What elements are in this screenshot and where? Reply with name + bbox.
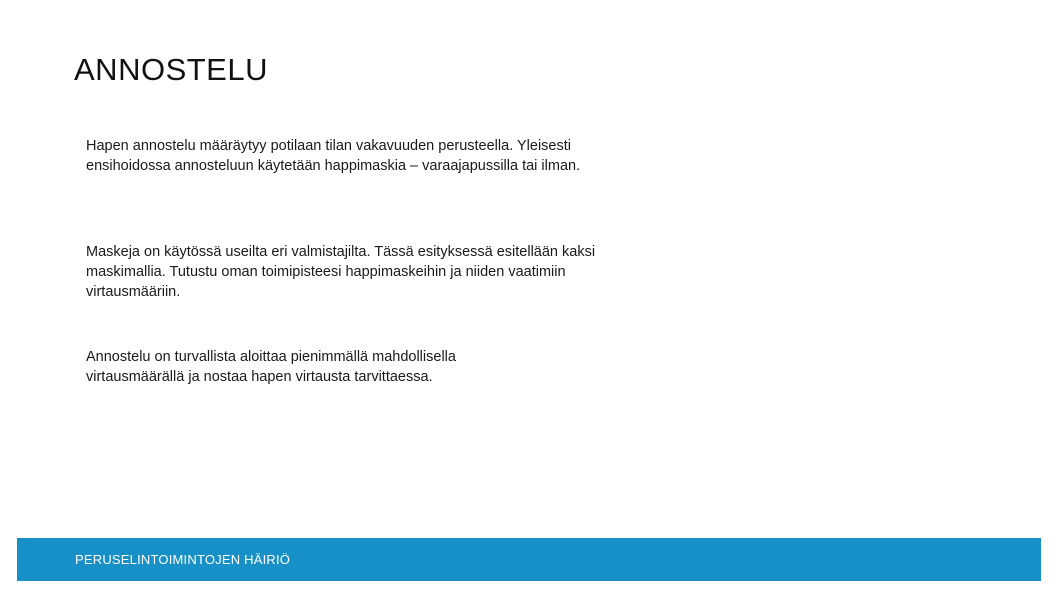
footer-band <box>17 538 1041 581</box>
footer-label: PERUSELINTOIMINTOJEN HÄIRIÖ <box>75 552 291 567</box>
paragraph-mask-manufacturers: Maskeja on käytössä useilta eri valmistajilta. Tässä esityksessä esitellään kaksi maskimallia. Tutustu oman toimipisteesi happimaskeihin ja niiden vaatimiin virtausmääriin. <box>86 244 596 300</box>
paragraph-dosing-basis: Hapen annostelu määräytyy potilaan tilan vakavuuden perusteella. Yleisesti ensihoidossa annosteluun käytetään happimaskia – varaajapussilla tai ilman. <box>86 138 581 174</box>
slide-title: ANNOSTELU <box>74 52 268 87</box>
paragraph-safe-start: Annostelu on turvallista aloittaa pienimmällä mahdollisella virtausmäärällä ja nostaa hapen virtausta tarvittaessa. <box>86 349 456 385</box>
